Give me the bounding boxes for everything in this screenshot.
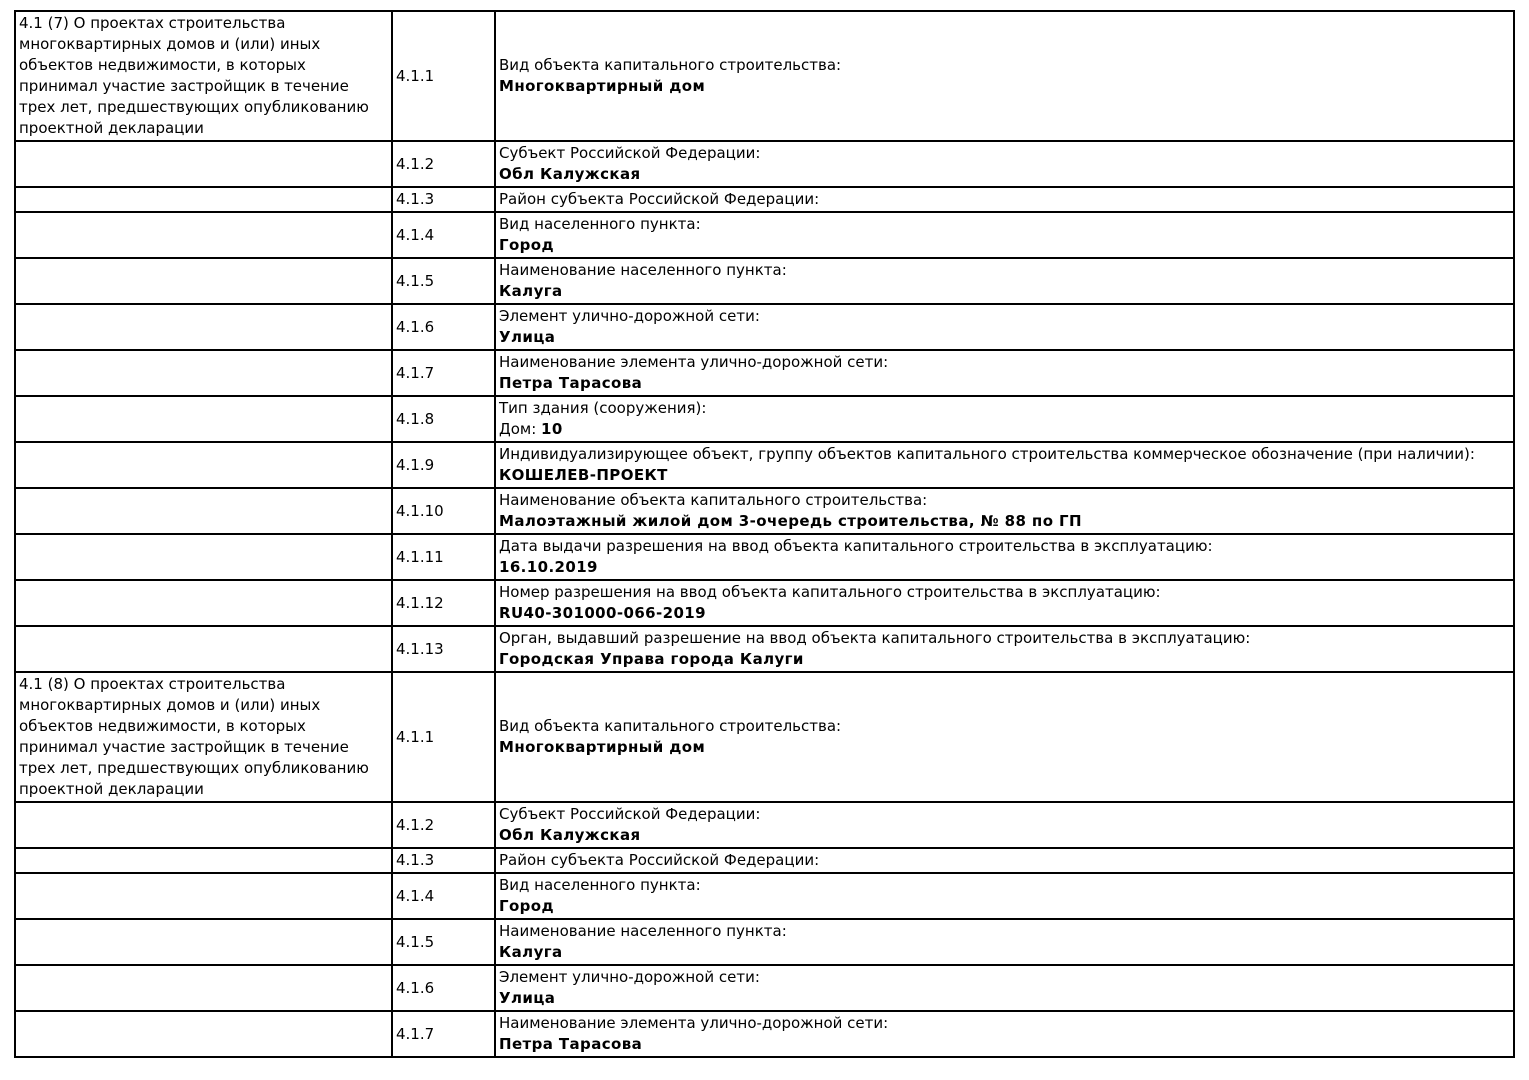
field-label: Вид объекта капитального строительства: [499, 56, 842, 74]
field-label: Орган, выдавший разрешение на ввод объекта капитального строительства в эксплуатацию: [499, 629, 1251, 647]
table-row [15, 258, 1514, 304]
field-value [499, 373, 1510, 394]
declaration-table-body [15, 11, 1514, 1057]
table-row [15, 212, 1514, 258]
item-number: 4.1.3 [392, 187, 495, 212]
field-cell [495, 488, 1514, 534]
table-row [15, 534, 1514, 580]
item-number: 4.1.7 [392, 350, 495, 396]
field-value-text: Петра Тарасова [499, 1035, 643, 1053]
field-value-text: Город [499, 897, 555, 915]
item-number: 4.1.13 [392, 626, 495, 672]
field-value [499, 465, 1510, 486]
field-value [499, 737, 1510, 758]
field-value-text: Обл Калужская [499, 165, 641, 183]
item-number: 4.1.2 [392, 141, 495, 187]
field-cell [495, 965, 1514, 1011]
table-row [15, 672, 1514, 802]
field-cell [495, 258, 1514, 304]
field-value [499, 649, 1510, 670]
field-label: Наименование элемента улично-дорожной сети: [499, 1014, 889, 1032]
field-label: Вид объекта капитального строительства: [499, 717, 842, 735]
field-cell [495, 848, 1514, 873]
table-row [15, 11, 1514, 141]
item-number: 4.1.1 [392, 672, 495, 802]
field-label: Вид населенного пункта: [499, 876, 701, 894]
field-value-text: Городская Управа города Калуги [499, 650, 804, 668]
section-description-empty [15, 965, 392, 1011]
table-row [15, 965, 1514, 1011]
declaration-table [14, 10, 1515, 1058]
table-row [15, 1011, 1514, 1057]
item-number: 4.1.9 [392, 442, 495, 488]
field-value [499, 603, 1510, 624]
table-row [15, 396, 1514, 442]
field-value [499, 942, 1510, 963]
item-number: 4.1.8 [392, 396, 495, 442]
field-label: Наименование населенного пункта: [499, 922, 787, 940]
table-row [15, 304, 1514, 350]
field-value [499, 825, 1510, 846]
section-description-empty [15, 802, 392, 848]
field-cell [495, 141, 1514, 187]
field-cell [495, 672, 1514, 802]
field-label: Субъект Российской Федерации: [499, 805, 761, 823]
field-cell [495, 187, 1514, 212]
table-row [15, 580, 1514, 626]
field-value [499, 281, 1510, 302]
field-value-text: Обл Калужская [499, 826, 641, 844]
field-label: Элемент улично-дорожной сети: [499, 968, 760, 986]
field-value-text: КОШЕЛЕВ-ПРОЕКТ [499, 466, 668, 484]
field-value-text: Многоквартирный дом [499, 738, 706, 756]
section-description-empty [15, 848, 392, 873]
field-label: Район субъекта Российской Федерации: [499, 190, 820, 208]
item-number: 4.1.10 [392, 488, 495, 534]
field-value-text: Многоквартирный дом [499, 77, 706, 95]
item-number: 4.1.6 [392, 965, 495, 1011]
field-label: Элемент улично-дорожной сети: [499, 307, 760, 325]
field-label: Наименование элемента улично-дорожной сети: [499, 353, 889, 371]
field-cell [495, 350, 1514, 396]
field-value [499, 164, 1510, 185]
field-value [499, 1034, 1510, 1055]
field-value-text: RU40-301000-066-2019 [499, 604, 706, 622]
field-value-text: 16.10.2019 [499, 558, 598, 576]
field-value [499, 896, 1510, 917]
table-row [15, 488, 1514, 534]
field-value-text: Улица [499, 989, 556, 1007]
field-label: Дата выдачи разрешения на ввод объекта капитального строительства в эксплуатацию: [499, 537, 1213, 555]
field-cell [495, 534, 1514, 580]
item-number: 4.1.4 [392, 873, 495, 919]
table-row [15, 187, 1514, 212]
field-value [499, 235, 1510, 256]
table-row [15, 626, 1514, 672]
section-description-empty [15, 141, 392, 187]
field-label: Субъект Российской Федерации: [499, 144, 761, 162]
field-value [499, 419, 1510, 440]
field-label: Вид населенного пункта: [499, 215, 701, 233]
section-description-empty [15, 626, 392, 672]
field-value [499, 988, 1510, 1009]
section-description-empty [15, 919, 392, 965]
field-label: Наименование объекта капитального строительства: [499, 491, 928, 509]
field-cell [495, 212, 1514, 258]
field-cell [495, 626, 1514, 672]
field-value [499, 511, 1510, 532]
item-number: 4.1.5 [392, 258, 495, 304]
section-description-empty [15, 442, 392, 488]
field-value-text: Петра Тарасова [499, 374, 643, 392]
field-cell [495, 11, 1514, 141]
section-description-empty [15, 396, 392, 442]
field-label: Тип здания (сооружения): [499, 399, 707, 417]
table-row [15, 802, 1514, 848]
field-value-text: Улица [499, 328, 556, 346]
item-number: 4.1.6 [392, 304, 495, 350]
section-description-empty [15, 873, 392, 919]
section-description-empty [15, 304, 392, 350]
section-description-empty [15, 212, 392, 258]
field-cell [495, 802, 1514, 848]
table-row [15, 873, 1514, 919]
field-value [499, 327, 1510, 348]
section-description: 4.1 (8) О проектах строительства многоквартирных домов и (или) иных объектов недвижимости, в которых принимал участие застройщик в течение трех лет, предшествующих опубликованию проектной декларации [15, 672, 392, 802]
section-description-empty [15, 350, 392, 396]
table-row [15, 919, 1514, 965]
field-value [499, 557, 1510, 578]
field-cell [495, 442, 1514, 488]
field-label: Наименование населенного пункта: [499, 261, 787, 279]
section-description-empty [15, 580, 392, 626]
item-number: 4.1.4 [392, 212, 495, 258]
section-description-empty [15, 258, 392, 304]
field-value-text: Калуга [499, 943, 563, 961]
section-description-empty [15, 488, 392, 534]
field-label: Район субъекта Российской Федерации: [499, 851, 820, 869]
table-row [15, 848, 1514, 873]
item-number: 4.1.12 [392, 580, 495, 626]
table-row [15, 141, 1514, 187]
field-cell [495, 873, 1514, 919]
item-number: 4.1.1 [392, 11, 495, 141]
field-value-text: 10 [541, 420, 563, 438]
field-cell [495, 919, 1514, 965]
field-value [499, 76, 1510, 97]
item-number: 4.1.3 [392, 848, 495, 873]
field-cell [495, 580, 1514, 626]
section-description-empty [15, 534, 392, 580]
field-label: Номер разрешения на ввод объекта капитального строительства в эксплуатацию: [499, 583, 1161, 601]
field-value-text: Малоэтажный жилой дом 3-очередь строительства, № 88 по ГП [499, 512, 1082, 530]
item-number: 4.1.7 [392, 1011, 495, 1057]
section-description-empty [15, 187, 392, 212]
field-label: Индивидуализирующее объект, группу объектов капитального строительства коммерческое обозначение (при наличии): [499, 445, 1475, 463]
field-cell [495, 304, 1514, 350]
field-value-text: Калуга [499, 282, 563, 300]
field-cell [495, 1011, 1514, 1057]
field-value-text: Город [499, 236, 555, 254]
section-description: 4.1 (7) О проектах строительства многоквартирных домов и (или) иных объектов недвижимости, в которых принимал участие застройщик в течение трех лет, предшествующих опубликованию проектной декларации [15, 11, 392, 141]
table-row [15, 350, 1514, 396]
field-cell [495, 396, 1514, 442]
field-value-prefix: Дом: [499, 420, 542, 438]
item-number: 4.1.2 [392, 802, 495, 848]
table-row [15, 442, 1514, 488]
item-number: 4.1.11 [392, 534, 495, 580]
item-number: 4.1.5 [392, 919, 495, 965]
section-description-empty [15, 1011, 392, 1057]
